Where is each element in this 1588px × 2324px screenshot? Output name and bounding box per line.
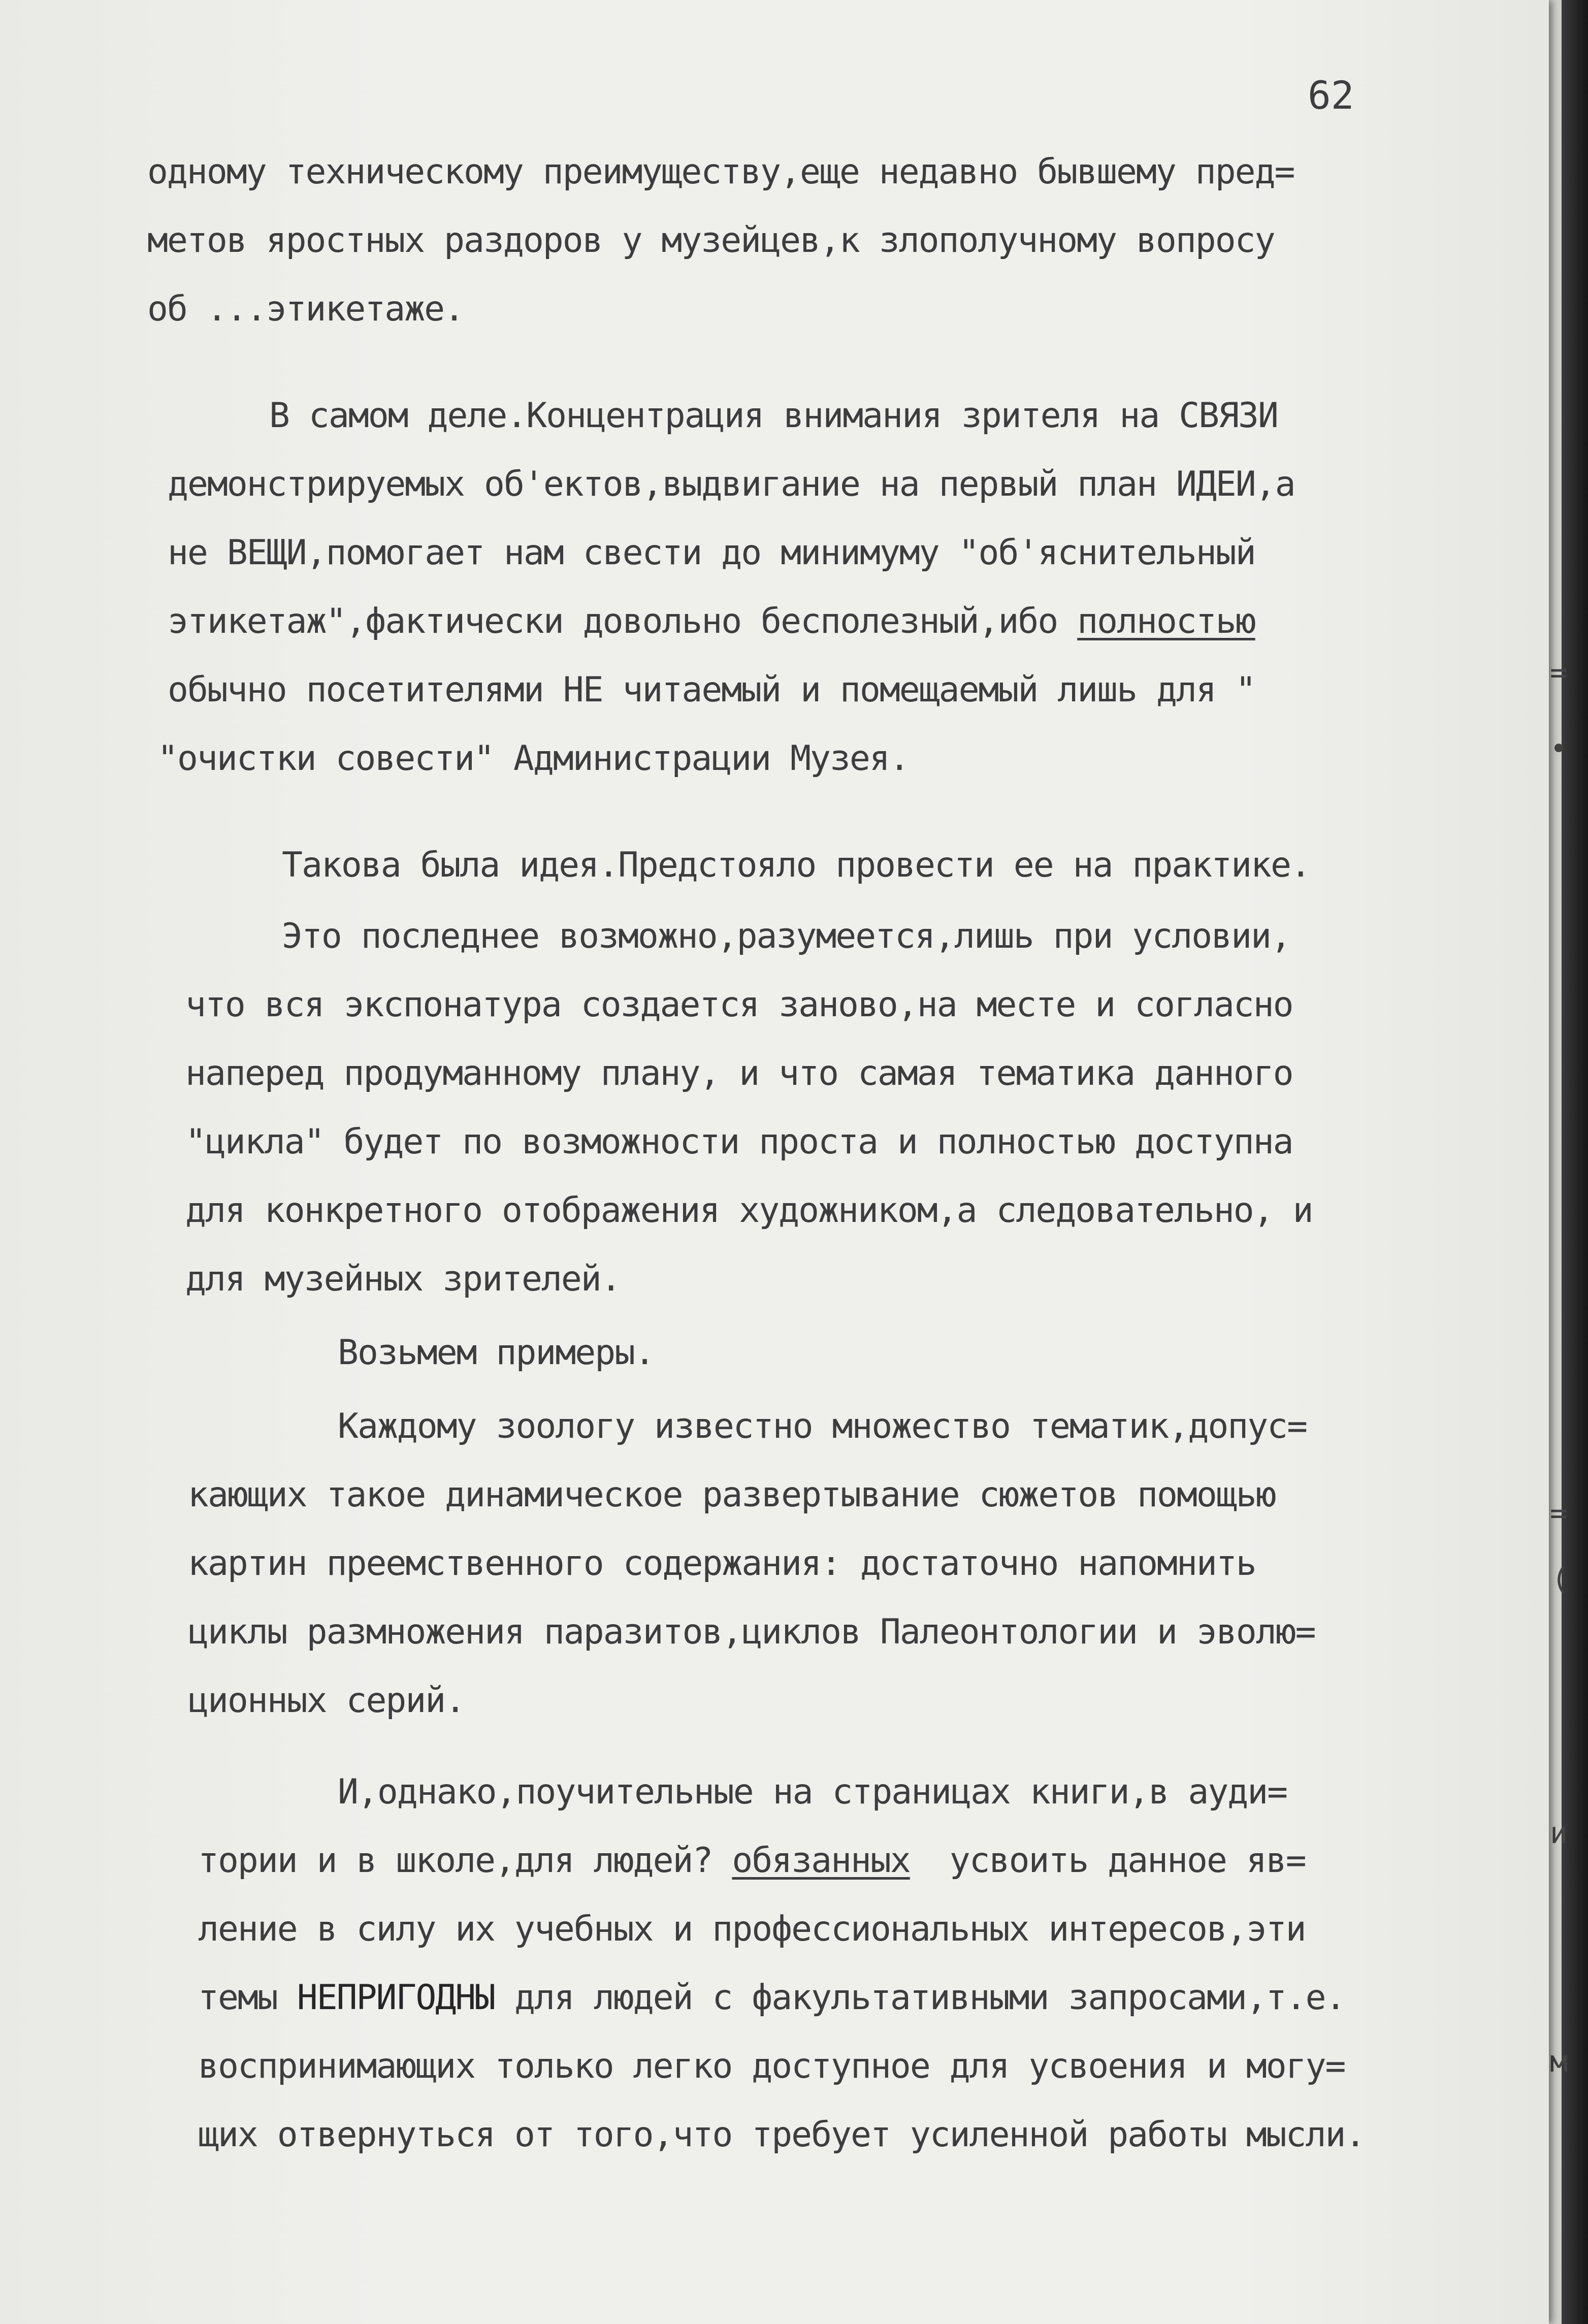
text-line: наперед продуманному плану, и что самая тематика данного	[185, 1053, 1293, 1093]
text-line: ление в силу их учебных и профессиональных интересов,эти	[198, 1909, 1306, 1949]
text-line: ционных серий.	[188, 1681, 465, 1721]
text-line	[198, 1978, 1345, 2018]
text-line: одному техническому преимуществу,еще недавно бывшему пред=	[147, 152, 1294, 192]
scan-background-edge	[1562, 0, 1588, 2324]
text-line	[168, 601, 1255, 641]
emphasized-word: НЕПРИГОДНЫ	[297, 1978, 495, 2018]
text-line: обычно посетителями НЕ читаемый и помещаемый лишь для "	[168, 670, 1255, 710]
text-line: картин преемственного содержания: достаточно напомнить	[188, 1543, 1256, 1584]
text-line: метов яростных раздоров у музейцев,к злополучному вопросу	[147, 220, 1275, 261]
margin-mark: =	[1550, 655, 1568, 690]
underlined-word: полностью	[1077, 601, 1255, 641]
text-segment: темы	[198, 1978, 277, 2018]
text-line: что вся экспонатура создается заново,на месте и согласно	[185, 985, 1293, 1025]
margin-mark: (	[1551, 1562, 1569, 1596]
text-line: Это последнее возможно,разумеется,лишь при условии,	[282, 916, 1290, 956]
margin-mark: м	[1550, 2044, 1568, 2079]
text-line: кающих такое динамическое развертывание сюжетов помощью	[188, 1475, 1276, 1515]
text-line: тории и в школе,для людей? обязанных усвоить данное яв=	[198, 1841, 1306, 1881]
text-line: Такова была идея.Предстояло провести ее на практике.	[282, 845, 1310, 885]
margin-mark: •	[1550, 731, 1568, 766]
margin-mark: и	[1550, 1816, 1568, 1850]
text-line: Каждому зоологу известно множество тематик,допус=	[338, 1406, 1307, 1446]
text-line: об ...этикетаже.	[147, 289, 464, 329]
text-line: не ВЕЩИ,помогает нам свести до минимуму "об'яснительный	[168, 533, 1255, 573]
text-line: для музейных зрителей.	[185, 1259, 621, 1299]
text-segment: этикетаж",фактически довольно бесполезный,ибо	[168, 601, 1058, 641]
text-line: И,однако,поучительные на страницах книги,в ауди=	[338, 1772, 1287, 1812]
page-number: 62	[1308, 73, 1354, 118]
text-line: демонстрируемых об'ектов,выдвигание на первый план ИДЕИ,а	[168, 464, 1295, 504]
text-line: Возьмем примеры.	[338, 1333, 655, 1373]
text-line: циклы размножения паразитов,циклов Палеонтологии и эволю=	[188, 1612, 1315, 1652]
text-segment: для людей с факультативными запросами,т.е.	[514, 1978, 1345, 2018]
text-line: "цикла" будет по возможности проста и полностью доступна	[185, 1122, 1293, 1162]
text-line: для конкретного отображения художником,а следовательно, и	[185, 1190, 1313, 1231]
text-line: щих отвернуться от того,что требует усиленной работы мысли.	[198, 2115, 1365, 2155]
text-segment: тории и в школе,для людей	[198, 1841, 693, 1881]
text-line: В самом деле.Концентрация внимания зрителя на СВЯЗИ	[269, 396, 1278, 436]
margin-mark: =	[1550, 1496, 1568, 1530]
text-line: "очистки совести" Администрации Музея.	[157, 738, 909, 779]
text-line: воспринимающих только легко доступное для усвоения и могу=	[198, 2046, 1345, 2086]
underlined-word: обязанных	[732, 1841, 910, 1881]
text-segment: усвоить данное яв=	[949, 1841, 1306, 1881]
